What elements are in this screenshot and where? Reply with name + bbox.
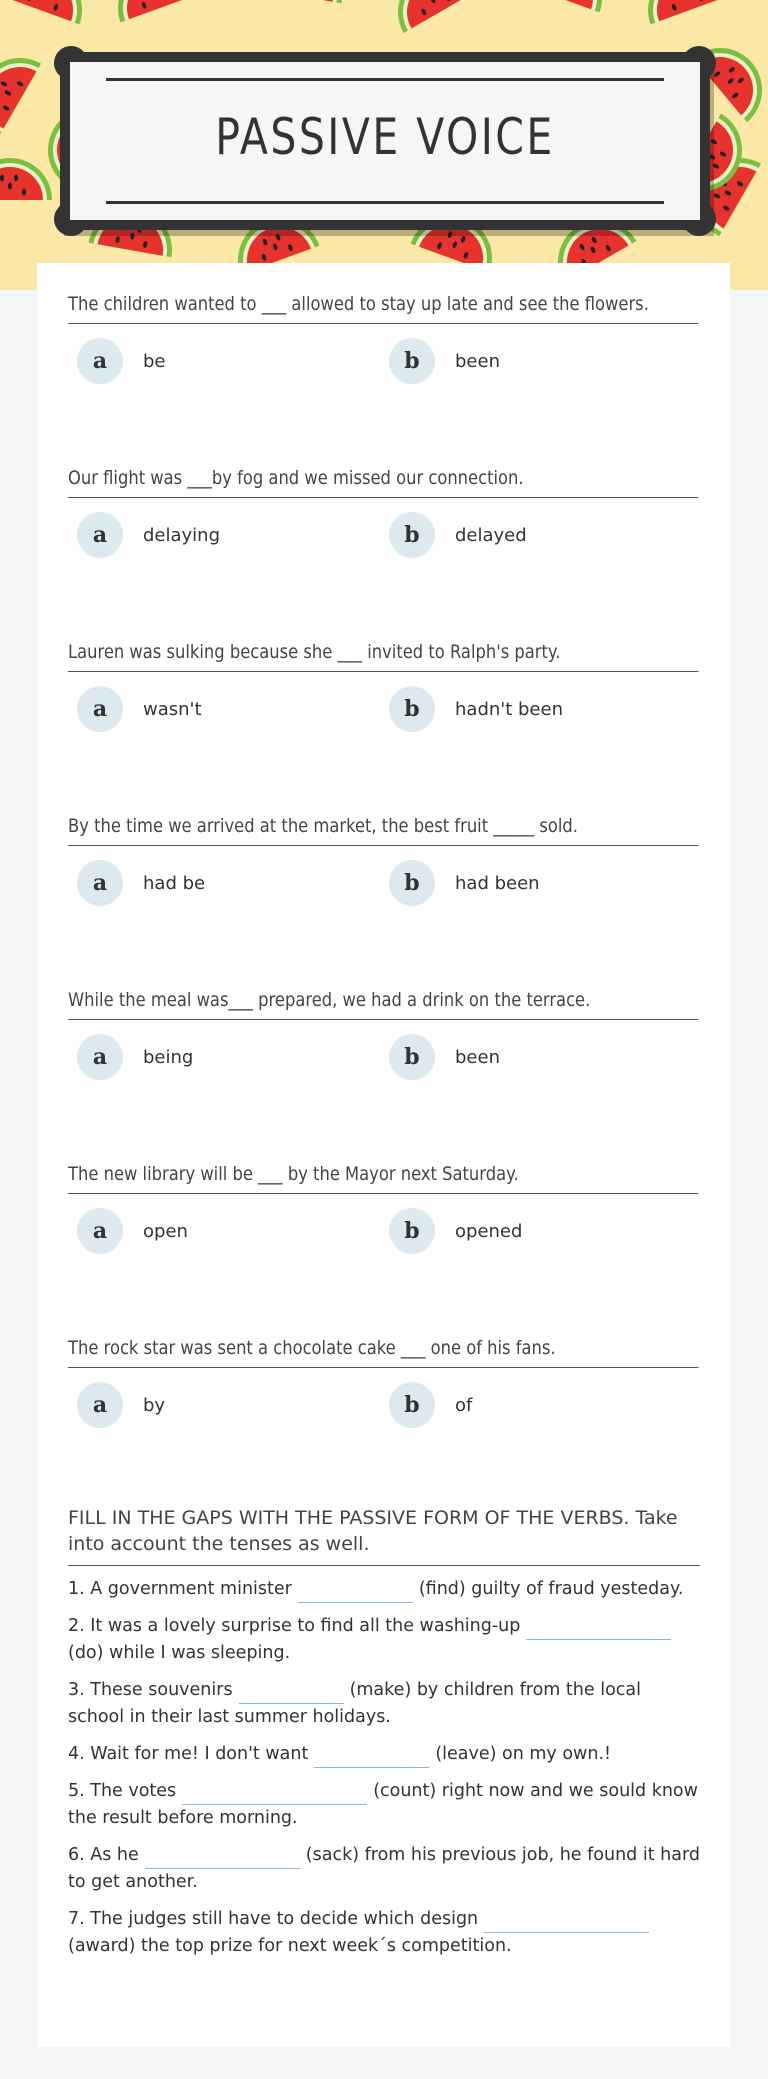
- option-letter: b: [389, 1382, 435, 1428]
- option-letter: a: [77, 860, 123, 906]
- fill-text-after: (do) while I was sleeping.: [68, 1643, 291, 1663]
- fill-item-1: [68, 1576, 700, 1603]
- option-letter: b: [389, 512, 435, 558]
- option-label: delayed: [455, 524, 527, 546]
- option-a[interactable]: [77, 338, 166, 384]
- fill-text-before: 3. These souvenirs: [68, 1680, 233, 1700]
- option-label: be: [143, 350, 166, 372]
- option-label: wasn't: [143, 698, 202, 720]
- fill-text-before: 1. A government minister: [68, 1579, 292, 1599]
- title-rule: [106, 201, 664, 204]
- question-5: [68, 989, 700, 1094]
- title-panel: [70, 62, 700, 220]
- worksheet: [37, 263, 730, 2047]
- question-7: [68, 1337, 700, 1442]
- question-text: By the time we arrived at the market, the best fruit _____ sold.: [68, 815, 698, 846]
- fill-instructions: FILL IN THE GAPS WITH THE PASSIVE FORM OF THE VERBS. Take into account the tenses as well.: [68, 1505, 700, 1566]
- fill-text-after: (leave) on my own.!: [435, 1744, 612, 1764]
- fill-item-2: [68, 1613, 700, 1667]
- watermelon-slice: [0, 43, 41, 137]
- fill-text-after: (find) guilty of fraud yesteday.: [418, 1579, 684, 1599]
- watermelon-slice: [106, 0, 199, 22]
- fill-item-6: [68, 1842, 700, 1896]
- option-a[interactable]: [77, 512, 220, 558]
- option-b[interactable]: [389, 686, 563, 732]
- gap-input[interactable]: [182, 1784, 367, 1805]
- option-letter: b: [389, 686, 435, 732]
- option-label: opened: [455, 1220, 523, 1242]
- fill-text-after: (sack) from his previous job, he found it hard to get another.: [68, 1845, 700, 1892]
- option-letter: a: [77, 1208, 123, 1254]
- question-text: Our flight was ___by fog and we missed our connection.: [68, 467, 698, 498]
- fill-item-7: [68, 1906, 700, 1960]
- question-3: [68, 641, 700, 746]
- option-letter: b: [389, 338, 435, 384]
- gap-input[interactable]: [314, 1747, 429, 1768]
- fill-item-4: [68, 1741, 700, 1768]
- watermelon-slice: [0, 158, 52, 200]
- watermelon-slice: [1, 0, 94, 24]
- option-letter: a: [77, 1382, 123, 1428]
- gap-input[interactable]: [298, 1582, 413, 1603]
- question-text: The new library will be ___ by the Mayor next Saturday.: [68, 1163, 698, 1194]
- fill-text-before: 7. The judges still have to decide which design: [68, 1909, 479, 1929]
- fill-in-section: [68, 1505, 700, 1960]
- watermelon-slice: [521, 0, 614, 12]
- option-label: of: [455, 1394, 473, 1416]
- option-a[interactable]: [77, 1208, 188, 1254]
- option-label: had be: [143, 872, 206, 894]
- option-label: had been: [455, 872, 540, 894]
- fill-text-after: (make) by children from the local school in their last summer holidays.: [68, 1680, 641, 1727]
- fill-item-3: [68, 1677, 700, 1731]
- watermelon-slice: [259, 0, 349, 3]
- header-banner: [0, 0, 768, 290]
- option-letter: b: [389, 1034, 435, 1080]
- option-b[interactable]: [389, 860, 540, 906]
- option-a[interactable]: [77, 860, 205, 906]
- fill-text-before: 4. Wait for me! I don't want: [68, 1744, 309, 1764]
- option-b[interactable]: [389, 1034, 500, 1080]
- question-4: [68, 815, 700, 920]
- question-6: [68, 1163, 700, 1268]
- title-rule: [106, 78, 664, 81]
- option-label: by: [143, 1394, 166, 1416]
- option-b[interactable]: [389, 338, 500, 384]
- option-letter: a: [77, 1034, 123, 1080]
- page-title: PASSIVE VOICE: [215, 108, 555, 166]
- option-letter: b: [389, 1208, 435, 1254]
- question-text: The rock star was sent a chocolate cake ___ one of his fans.: [68, 1337, 698, 1368]
- gap-input[interactable]: [526, 1619, 671, 1640]
- option-label: been: [455, 350, 500, 372]
- question-2: [68, 467, 700, 572]
- option-letter: b: [389, 860, 435, 906]
- question-text: The children wanted to ___ allowed to stay up late and see the flowers.: [68, 293, 698, 324]
- watermelon-slice: [636, 0, 729, 24]
- option-label: delaying: [143, 524, 221, 546]
- title-card: [60, 52, 710, 230]
- fill-text-before: 6. As he: [68, 1845, 139, 1865]
- fill-text-before: 5. The votes: [68, 1781, 177, 1801]
- watermelon-slice: [383, 0, 477, 33]
- option-b[interactable]: [389, 1382, 472, 1428]
- option-letter: a: [77, 512, 123, 558]
- option-a[interactable]: [77, 1382, 165, 1428]
- option-b[interactable]: [389, 1208, 522, 1254]
- fill-text-after: (award) the top prize for next week´s competition.: [68, 1936, 512, 1956]
- fill-item-5: [68, 1778, 700, 1832]
- gap-input[interactable]: [484, 1912, 649, 1933]
- option-label: open: [143, 1220, 188, 1242]
- gap-input[interactable]: [239, 1683, 344, 1704]
- question-text: While the meal was___ prepared, we had a drink on the terrace.: [68, 989, 698, 1020]
- fill-text-after: (count) right now and we sould know the result before morning.: [68, 1781, 698, 1828]
- option-letter: a: [77, 338, 123, 384]
- option-a[interactable]: [77, 1034, 193, 1080]
- option-letter: a: [77, 686, 123, 732]
- option-a[interactable]: [77, 686, 202, 732]
- option-b[interactable]: [389, 512, 527, 558]
- question-text: Lauren was sulking because she ___ invited to Ralph's party.: [68, 641, 698, 672]
- fill-text-before: 2. It was a lovely surprise to find all the washing-up: [68, 1616, 521, 1636]
- question-1: [68, 293, 700, 398]
- option-label: being: [143, 1046, 194, 1068]
- option-label: been: [455, 1046, 500, 1068]
- gap-input[interactable]: [145, 1848, 300, 1869]
- option-label: hadn't been: [455, 698, 563, 720]
